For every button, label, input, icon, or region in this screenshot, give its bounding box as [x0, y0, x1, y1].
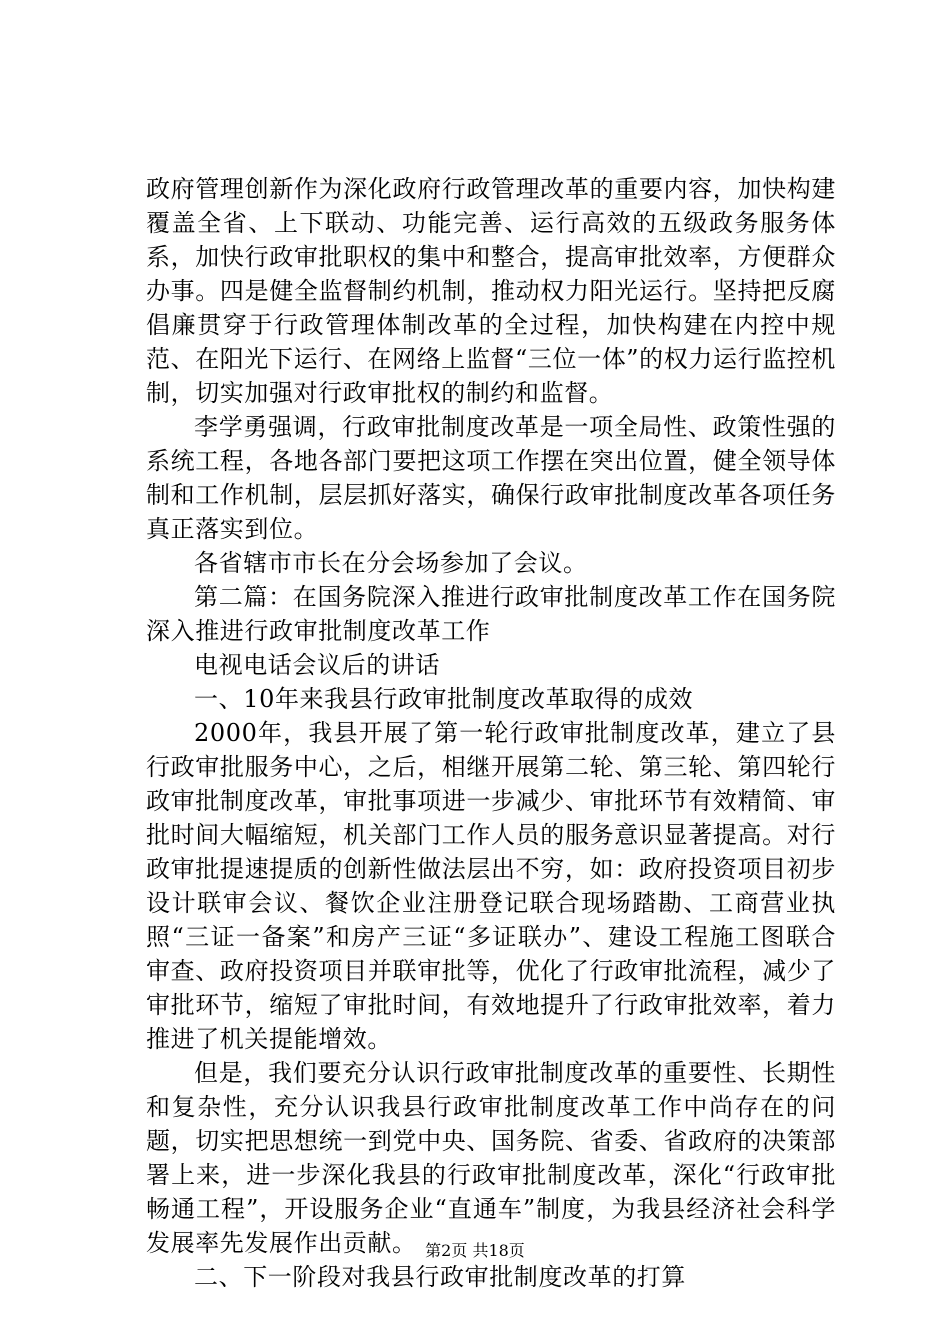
- document-body: [146, 172, 836, 1294]
- section-title: 第二篇：在国务院深入推进行政审批制度改革工作在国务院深入推进行政审批制度改革工作: [146, 583, 836, 645]
- paragraph: 各省辖市市长在分会场参加了会议。: [194, 549, 588, 577]
- section-subtitle: 电视电话会议后的讲话: [194, 651, 440, 679]
- page-footer: 第2页 共18页: [425, 1241, 525, 1260]
- heading: 二、下一阶段对我县行政审批制度改革的打算: [194, 1263, 686, 1291]
- paragraph: 李学勇强调，行政审批制度改革是一项全局性、政策性强的系统工程，各地各部门要把这项工作摆在突出位置，健全领导体制和工作机制，层层抓好落实，确保行政审批制度改革各项任务真正落实到位。: [146, 413, 836, 543]
- paragraph: 2000年，我县开展了第一轮行政审批制度改革，建立了县行政审批服务中心，之后，相继开展第二轮、第三轮、第四轮行政审批制度改革，审批事项进一步减少、审批环节有效精简、审批时间大幅缩短，机关部门工作人员的服务意识显著提高。对行政审批提速提质的创新性做法层出不穷，如：政府投资项目初步设计联审会议、餐饮企业注册登记联合现场踏勘、工商营业执照“三证一备案”和房产三证“多证联办”、建设工程施工图联合审查、政府投资项目并联审批等，优化了行政审批流程，减少了审批环节，缩短了审批时间，有效地提升了行政审批效率，着力推进了机关提能增效。: [146, 719, 836, 1053]
- heading: 一、10年来我县行政审批制度改革取得的成效: [194, 685, 694, 713]
- paragraph-continuation: 政府管理创新作为深化政府行政管理改革的重要内容，加快构建覆盖全省、上下联动、功能完善、运行高效的五级政务服务体系，加快行政审批职权的集中和整合，提高审批效率，方便群众办事。四是健全监督制约机制，推动权力阳光运行。坚持把反腐倡廉贯穿于行政管理体制改革的全过程，加快构建在内控中规范、在阳光下运行、在网络上监督“三位一体”的权力运行监控机制，切实加强对行政审批权的制约和监督。: [146, 175, 836, 407]
- paragraph: 但是，我们要充分认识行政审批制度改革的重要性、长期性和复杂性，充分认识我县行政审批制度改革工作中尚存在的问题，切实把思想统一到党中央、国务院、省委、省政府的决策部署上来，进一步深化我县的行政审批制度改革，深化“行政审批畅通工程”，开设服务企业“直通车”制度，为我县经济社会科学发展率先发展作出贡献。: [146, 1059, 836, 1257]
